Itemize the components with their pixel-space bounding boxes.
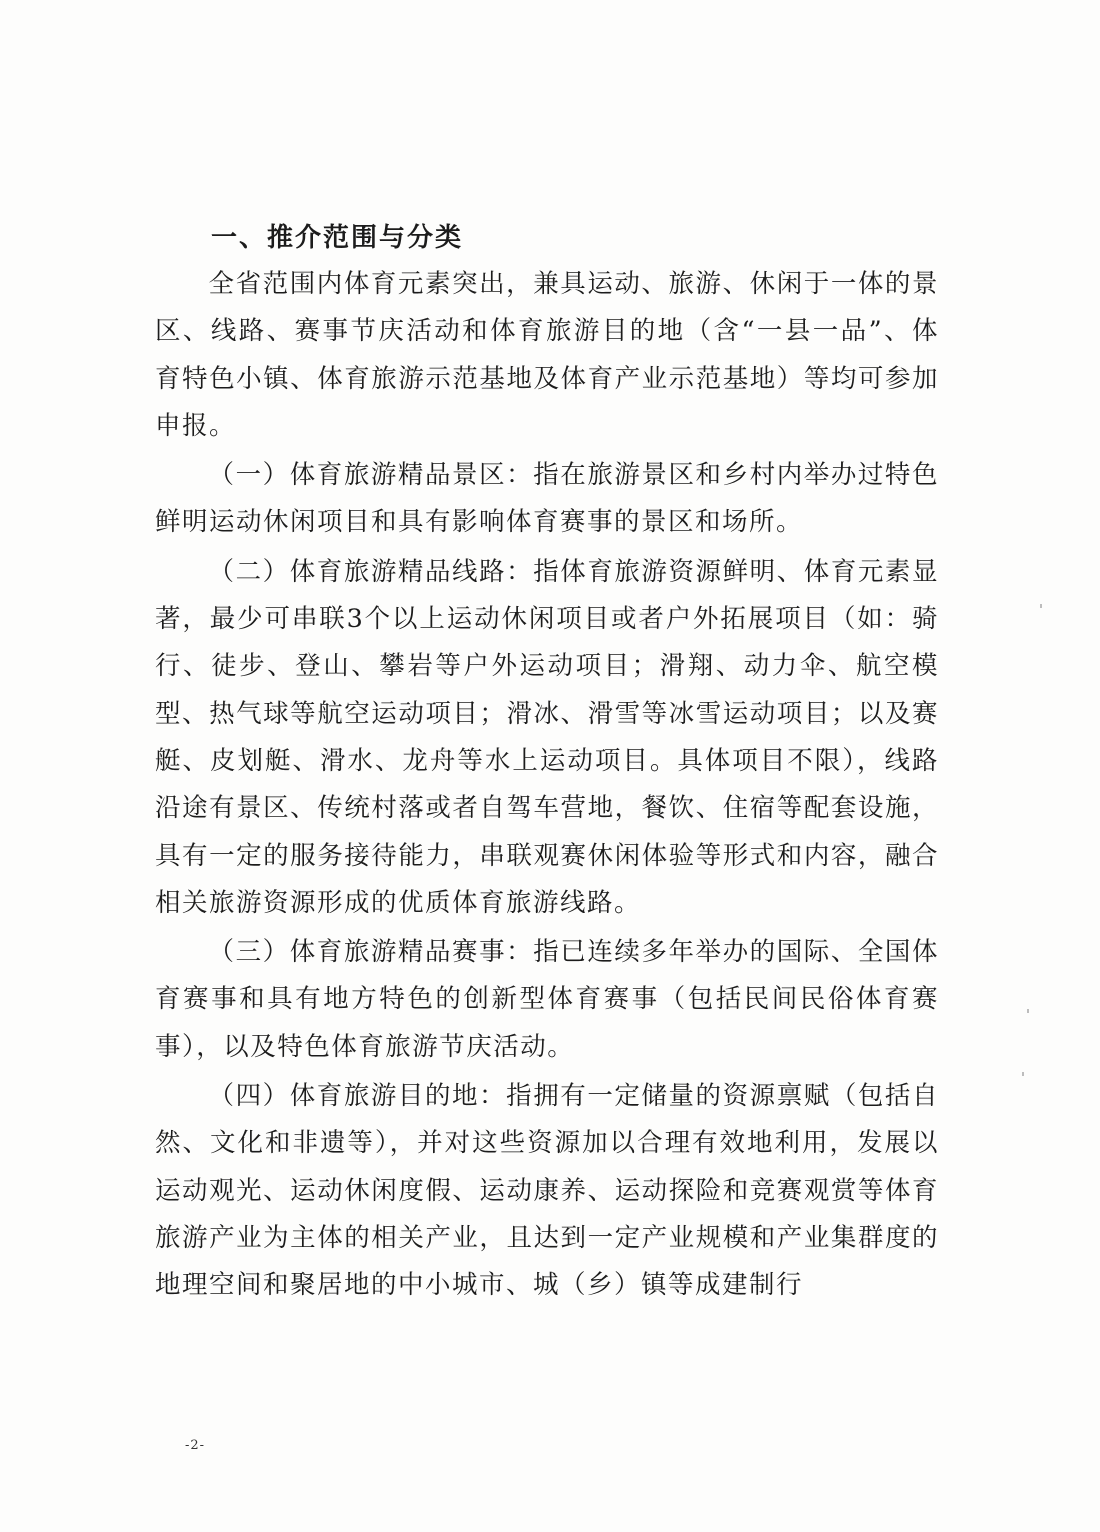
section-heading: 一、推介范围与分类 <box>211 223 464 253</box>
scan-speck <box>1022 1072 1024 1076</box>
document-body <box>155 215 939 1310</box>
intro-paragraph: 全省范围内体育元素突出，兼具运动、旅游、休闲于一体的景区、线路、赛事节庆活动和体育旅游目的地（含“一县一品”、体育特色小镇、体育旅游示范基地及体育产业示范基地）等均可参加申报。 <box>155 269 939 441</box>
category-3-paragraph: （三）体育旅游精品赛事：指已连续多年举办的国际、全国体育赛事和具有地方特色的创新型体育赛事（包括民间民俗体育赛事），以及特色体育旅游节庆活动。 <box>155 937 939 1062</box>
scan-speck <box>1040 604 1042 608</box>
category-1-paragraph: （一）体育旅游精品景区：指在旅游景区和乡村内举办过特色鲜明运动休闲项目和具有影响体育赛事的景区和场所。 <box>155 460 939 538</box>
scan-speck <box>1027 1009 1029 1013</box>
category-2-paragraph: （二）体育旅游精品线路：指体育旅游资源鲜明、体育元素显著，最少可串联3个以上运动休闲项目或者户外拓展项目（如：骑行、徒步、登山、攀岩等户外运动项目；滑翔、动力伞、航空模型、热气球等航空运动项目；滑冰、滑雪等冰雪运动项目；以及赛艇、皮划艇、滑水、龙舟等水上运动项目。具体项目不限），线路沿途有景区、传统村落或者自驾车营地，餐饮、住宿等配套设施，具有一定的服务接待能力，串联观赛休闲体验等形式和内容，融合相关旅游资源形成的优质体育旅游线路。 <box>155 556 939 918</box>
page-number: -2- <box>185 1438 206 1453</box>
category-4-paragraph: （四）体育旅游目的地：指拥有一定储量的资源禀赋（包括自然、文化和非遗等），并对这些资源加以合理有效地利用，发展以运动观光、运动休闲度假、运动康养、运动探险和竞赛观赏等体育旅游产业为主体的相关产业，且达到一定产业规模和产业集群度的地理空间和聚居地的中小城市、城（乡）镇等成建制行 <box>155 1081 939 1301</box>
